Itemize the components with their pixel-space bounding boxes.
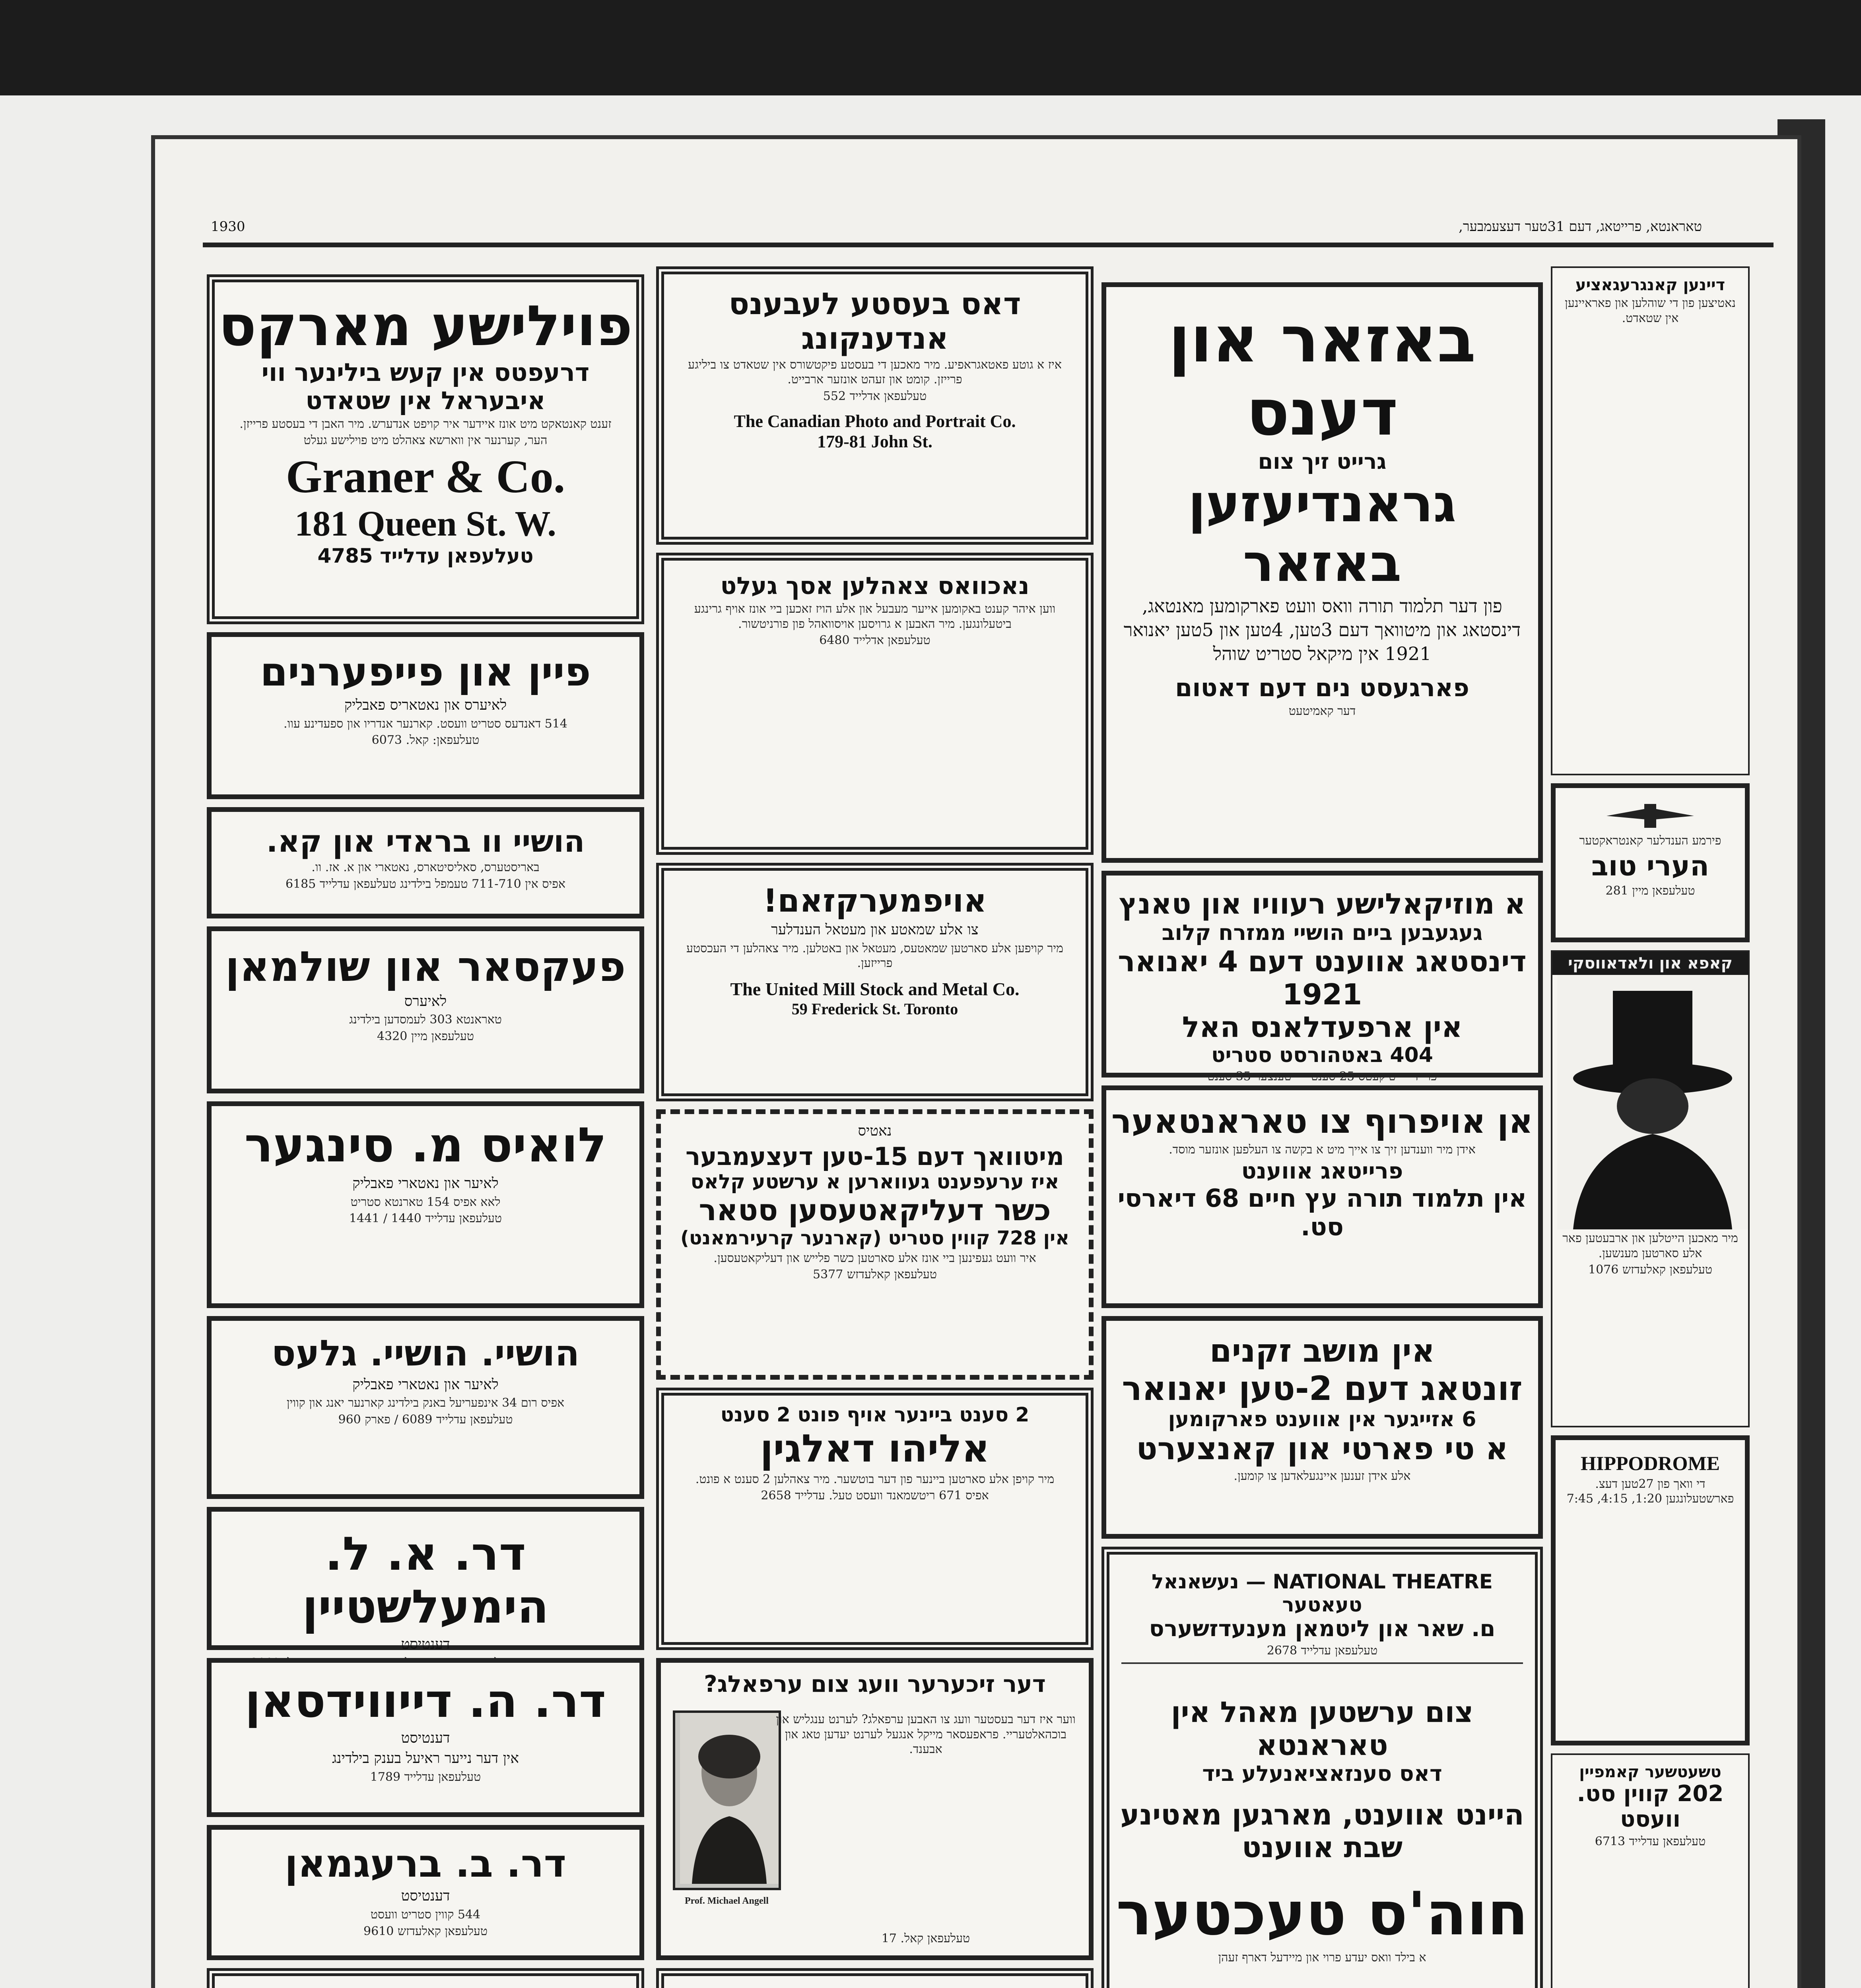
- ad-english-address: 179-81 John St.: [817, 431, 932, 451]
- play-title: חוה'ס טעכטער: [1116, 1879, 1529, 1949]
- ad-body: טאראנטא 303 לעמסדען בילדינג: [349, 1013, 502, 1027]
- ad-line: שבת אווענט: [1241, 1831, 1403, 1864]
- ad-body: איז א גוטע פאטאגראפיע. מיר מאכען די בעסטע פיקטשורס אין שטאדט צו ביליגע פרייזן. קומט און זעהט אונזער ארבייט.: [688, 357, 1062, 387]
- ad-body: אין דער נייער ראיעל בענק בילדינג: [332, 1750, 519, 1767]
- ad-line: זונטאג דעם 2-טען יאנואר: [1122, 1369, 1523, 1408]
- ad-title: אליהו דאלגין: [760, 1426, 990, 1471]
- ad-body: 544 קווין סטריט וועסט: [370, 1908, 481, 1922]
- ad-phone: טעלעפאן עדלייד 1440 / 1441: [349, 1211, 502, 1226]
- ad-phone: טעלעפאן מיין 281: [1605, 884, 1695, 898]
- ad-body: פון דער תלמוד תורה וואס וועט פארקומען מאנטאג, דינסטאג און מיטוואך דעם 3טען, 4טען און 5טען יאנואר 1921 אין מיקאל סטריט שוהל: [1123, 595, 1521, 664]
- ad-phone: טעלעפאן עדלייד 6713: [1595, 1834, 1706, 1848]
- ad-hari-tov: [1551, 783, 1750, 942]
- ad-phone: טעלעפאן עדלייד 6089 / פארק 960: [338, 1412, 513, 1427]
- ad-phone: טעלעפאן קאל. 17: [881, 1931, 970, 1945]
- ad-line: פרייטאג אווענט: [1241, 1158, 1403, 1184]
- ad-body: לאא אפיס 154 טארנטא סטריט: [350, 1195, 501, 1209]
- ad-title: דר. ב. ברעגמאן: [284, 1841, 567, 1886]
- ad-chicken-market: [1551, 1753, 1750, 1988]
- ad-title: NATIONAL THEATRE — נעשאנאל טעאטער: [1152, 1570, 1493, 1616]
- ad-musical-revue: [1101, 871, 1543, 1084]
- header-rule: [203, 243, 1774, 247]
- ad-line: דינסטאג אווענט דעם 4 יאנואר 1921: [1118, 944, 1527, 1011]
- ad-body: פירמע הענדלער קאנטראקטער: [1579, 834, 1721, 848]
- ad-body: אלע אידן זענען איינגעלאדען צו קומען.: [1234, 1469, 1411, 1483]
- ad-line: צום ערשטען מאהל אין טאראנטא: [1171, 1695, 1474, 1762]
- ad-line: לאיער און נאטארי פאבליק: [352, 1376, 499, 1393]
- ad-title: הושיי וו בראדי און קא.: [266, 823, 585, 859]
- ad-line: אין 728 קווין סטריט (קארנער קרעירמאנט): [680, 1227, 1070, 1249]
- ad-fine-feiferman: [207, 632, 644, 799]
- ad-polish-marks: [207, 274, 644, 624]
- ad-english-name: The United Mill Stock and Metal Co.: [730, 978, 1020, 999]
- ad-title: באזאר און דענס: [1168, 302, 1476, 450]
- divider: [1121, 1662, 1523, 1664]
- ad-body: אידן מיר ווענדען זיך צו אייך מיט א בקשה צו העלפען אונזער מוסד.: [1169, 1142, 1476, 1157]
- ad-phone: טעלעפאן: קאל. 6073: [371, 733, 480, 747]
- ad-hippodrome: [1551, 1435, 1750, 1745]
- ad-title: קאפא און ולאדאווסקי: [1552, 952, 1748, 975]
- scanner-top-bar: [0, 0, 1861, 95]
- ad-title: הערי טוב: [1591, 849, 1709, 882]
- ad-line: מיטוואך דעם 15-טען דעצעמבער: [686, 1142, 1064, 1171]
- header-date: טאראנטא, פרייטאג, דעם 31טער דעצעמבער,: [1459, 219, 1702, 235]
- ad-title: פעקסאר און שולמאן: [225, 942, 626, 991]
- ad-phone: אפיס אין 711-710 טעמפל בילדינג טעלעפאן עדלייד 6185: [286, 877, 565, 891]
- ad-body: ווען איהר קענט באקומען אייער מעבעל און אלע הויז זאכען ביי אונז אויף גרינגע ביטעלונגען. מיר האבען א גרויסען אויסוואהל פון פורניטשור.: [694, 602, 1056, 631]
- ad-title: דער זיכערער וועג צום ערפאלג?: [704, 1670, 1046, 1697]
- ad-title: דאס בעסטע לעבענס אנדענקונג: [728, 286, 1021, 356]
- ad-title: פיין און פייפערנים: [260, 648, 591, 695]
- ad-phone: טעלעפאן קאלעדזש 5377: [812, 1268, 937, 1282]
- news-column: [1551, 266, 1750, 775]
- ad-phone: טעלעפאן קאלעדזש 9610: [363, 1924, 488, 1938]
- ad-bazaar-dance: [1101, 282, 1543, 863]
- ad-canadian-photo: [656, 266, 1094, 545]
- ad-old-age-home: [1101, 1316, 1543, 1539]
- ad-title: טשעטשער קאמפיין: [1579, 1763, 1721, 1781]
- ad-davidson: [207, 1658, 644, 1817]
- ad-body: איר וועט געפינען ביי אונז אלע סארטען כשר פלייש און דעליקאטעסען.: [713, 1251, 1036, 1265]
- ad-himelstein: [207, 1507, 644, 1650]
- ad-line: דענטיסט: [401, 1636, 450, 1652]
- ad-glass: [207, 1316, 644, 1499]
- ad-body: זענט קאנטאקט מיט אונז איידער איר קויפט אנדערש. מיר האבן די בעסטע פרייזן.: [239, 417, 612, 431]
- ad-national-theatre: [1101, 1547, 1543, 1988]
- ad-title: דר. א. ל. הימעלשטיין: [302, 1527, 549, 1634]
- ad-body: 202 קווין סט. וועסט: [1577, 1781, 1724, 1833]
- ad-body: די וואך פון 27טען דעצ. פארשטעלונגען 1:20, 4:15, 7:45: [1566, 1477, 1734, 1506]
- ad-line: אין ארפעדלאנס האל: [1182, 1010, 1463, 1044]
- ad-mill-stock: [656, 863, 1094, 1101]
- ad-price: פרייז — טיקעטס 25 סענט — טענצער 35 סענט: [1207, 1070, 1437, 1084]
- ad-line: א טי פארטי און קאנצערט: [1136, 1431, 1508, 1467]
- ad-body: מיר קויפן אלע סארטען ביינער פון דער בוטשער. מיר צאהלען 2 סענט א פונט.: [695, 1472, 1055, 1486]
- ad-english-address: 181 Queen St. W.: [295, 504, 556, 544]
- ad-title: HIPPODROME: [1581, 1452, 1720, 1474]
- ad-phone: טעלעפאן מיין 4320: [377, 1029, 474, 1043]
- ad-body: מיר קויפען אלע סארטען שמאטעס, מעטאל און באטלען. מיר צאהלען די העכסטע פרייזען.: [686, 941, 1063, 971]
- ad-title: דיינען קאנגרעגאציע: [1575, 276, 1725, 294]
- ad-line: דאס סענזאציאנעלע ביד: [1202, 1761, 1442, 1786]
- ad-title: אויפמערקזאם!: [763, 882, 987, 919]
- ad-appeal: [1101, 1085, 1543, 1308]
- ad-english-name: The Canadian Photo and Portrait Co.: [734, 412, 1016, 431]
- ad-body: אפיס רום 34 אינפעריעל באנק בילדינג קארנער יאנג און קווין: [286, 1396, 565, 1410]
- ad-line: לאיערס און נאטאריס פאבליק: [344, 697, 507, 713]
- ad-title: אין מושב זקנים: [1209, 1332, 1435, 1369]
- ad-eaton-coal: [207, 1968, 644, 1988]
- ad-line: אין תלמוד תורה עץ חיים 68 דיארסי סט.: [1117, 1184, 1527, 1241]
- ad-note: פארגעסט נים דעם דאטום: [1175, 673, 1469, 703]
- top-hat-illustration: [1557, 975, 1748, 1229]
- ad-bregman: [207, 1825, 644, 1960]
- ad-delicatessen: [656, 1109, 1094, 1380]
- ad-body: 514 דאנדעס סטריט וועסט. קארנער אנדריו און ספעדינע עוו.: [284, 716, 567, 731]
- ad-phone: טעלעפאן אדלייד 6480: [819, 633, 930, 647]
- portrait-image: [680, 1713, 779, 1884]
- ad-body: הער, קערנער אין ווארשא צאהלט מיט פוילישע געלט: [303, 433, 548, 448]
- ad-line: איז ערעפענט געווארען א ערשטע קלאס: [690, 1170, 1059, 1194]
- ad-line: דענטיסט: [401, 1888, 450, 1905]
- ad-phone: טעלעפאן אדלייד 552: [823, 389, 927, 403]
- ad-line: לאיערס: [404, 993, 447, 1010]
- ad-line: דענטיסט: [401, 1730, 450, 1747]
- ad-title: נאטיס: [858, 1123, 892, 1139]
- ad-line: איבעראל אין שטאדט: [305, 386, 546, 415]
- ad-louis-singer: [207, 1101, 644, 1308]
- ad-title: הושיי. הושיי. גלעס: [271, 1332, 580, 1374]
- ad-body: ווער איז דער בעסטער וועג צו האבען ערפאלג? לערנט ענגליש און בוכהאלטעריי. פראפעסאר מייקל אנגעל לערנט יעדען טאג און אבענד.: [776, 1712, 1076, 1756]
- ad-line: היינט אווענט, מארגען מאטינע: [1120, 1798, 1524, 1831]
- ad-title: פוילישע מארקס: [218, 294, 633, 359]
- ad-dolgin-bones: [656, 1388, 1094, 1650]
- ad-line: דרעפטס אין קעש בילינער ווי: [261, 358, 590, 387]
- ad-english-address: 59 Frederick St. Toronto: [791, 1000, 958, 1018]
- ad-title: אן אויפרוף צו טאראנטאער: [1111, 1102, 1533, 1141]
- ad-phone: טעלעפאן עדלייד 1789: [370, 1770, 481, 1784]
- ad-phone: אפיס 671 ריטשמאנד וועסט טעל. עדלייד 2658: [761, 1489, 989, 1503]
- newspaper-page: [151, 135, 1801, 1988]
- ad-line: גראנדיעזען באזאר: [1188, 473, 1457, 593]
- ad-title: דר. ה. דייווידסאן: [245, 1674, 606, 1728]
- ad-line: באריסטערס, סאליסיטארס, נאטארי און א. אז. וו.: [311, 860, 540, 875]
- ad-hat-maker: [1551, 950, 1750, 1427]
- ad-phone: טעלעפאן עדלייד 4785: [317, 544, 534, 567]
- ad-line: צו אלע שמאטע און מעטאל הענדלער: [771, 922, 979, 938]
- ad-line: כשר דעליקאטעסען סטאר: [699, 1193, 1051, 1227]
- ad-english-name: Graner & Co.: [286, 450, 565, 503]
- ad-note: א בילד וואס יעדע פרוי און מיידעל דארף זעהן: [1218, 1950, 1426, 1965]
- ad-title: נאכוואס צאהלען אסך געלט: [720, 572, 1030, 600]
- header-year: 1930: [211, 219, 245, 235]
- ad-line: גרייט זיך צום: [1258, 449, 1387, 474]
- ad-line: 2 סענט ביינער אויף פונט 2 סענט: [720, 1403, 1030, 1426]
- ad-signature: דער קאמיטעט: [1288, 704, 1356, 718]
- page-header: [203, 219, 1774, 239]
- ad-success-school: [656, 1658, 1094, 1960]
- ad-kosher-wurst: [656, 1968, 1094, 1988]
- ad-line: 404 באטהורסט סטריט: [1211, 1043, 1433, 1068]
- ad-pecker-shulman: [207, 926, 644, 1093]
- ad-line: ם. שאר און ליטמאן מענעדזשערס: [1149, 1616, 1496, 1642]
- ad-bradi: [207, 807, 644, 918]
- eagle-emblem-icon: [1591, 800, 1710, 832]
- ad-line: לאיער און נאטארי פאבליק: [352, 1175, 499, 1192]
- ad-body: מיר מאכען הייטלען און ארבעטען פאר אלע סארטען מענשען.: [1562, 1231, 1738, 1260]
- ad-body: נאטיצען פון די שוהלען און פאראיינען אין שטאדט.: [1565, 296, 1736, 325]
- ad-line: 6 אזייגער אין אווענט פארקומען: [1168, 1407, 1476, 1431]
- photo-caption: Prof. Michael Angell: [685, 1896, 769, 1906]
- ad-line: געגעבען ביים הושיי ממזרח קלוב: [1162, 920, 1483, 945]
- ad-title: א מוזיקאלישע רעוויו און טאנץ: [1119, 887, 1526, 920]
- professor-photo: [673, 1710, 781, 1890]
- ad-phone: טעלעפאן קאלעדזש 1076: [1588, 1263, 1712, 1277]
- ad-title: לואיס מ. סינגער: [244, 1118, 607, 1173]
- ad-furniture: [656, 553, 1094, 855]
- ad-phone: טעלעפאן עדלייד 2678: [1267, 1644, 1378, 1658]
